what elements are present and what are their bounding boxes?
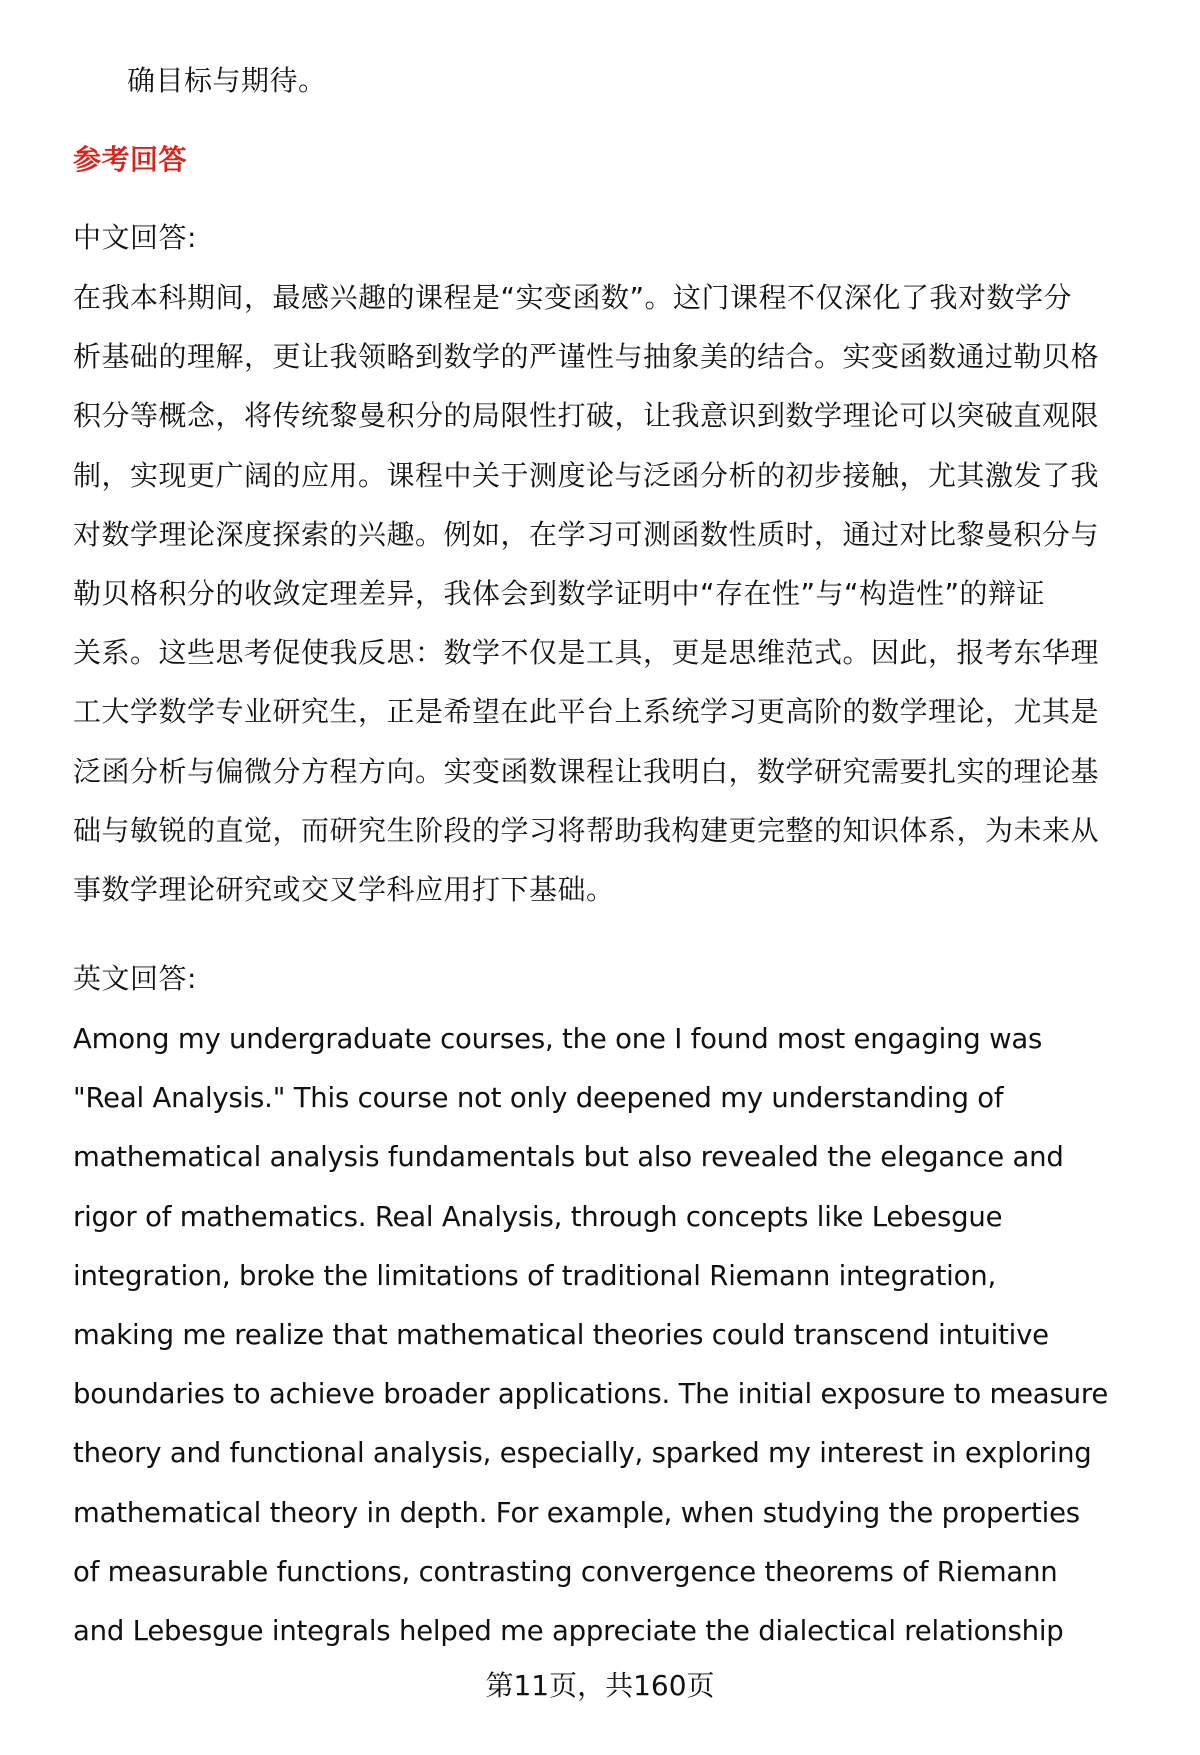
paragraph-line: 础与敏锐的直觉，而研究生阶段的学习将帮助我构建更完整的知识体系，为未来从	[73, 813, 1100, 847]
page-number: 第11页，共160页	[485, 1669, 715, 1702]
paragraph-line: of measurable functions, contrasting convergence theorems of Riemann	[73, 1555, 1058, 1588]
reference-heading: 参考回答	[73, 143, 188, 176]
paragraph-line: 关系。这些思考促使我反思：数学不仅是工具，更是思维范式。因此，报考东华理	[73, 636, 1100, 670]
paragraph-line: making me realize that mathematical theories could transcend intuitive	[73, 1319, 1049, 1351]
paragraph-line: 工大学数学专业研究生，正是希望在此平台上系统学习更高阶的数学理论，尤其是	[73, 695, 1100, 729]
paragraph-line: Among my undergraduate courses, the one I found most engaging was	[73, 1023, 1043, 1055]
paragraph-line: rigor of mathematics. Real Analysis, through concepts like Lebesgue	[73, 1200, 1003, 1233]
paragraph-line: theory and functional analysis, especially, sparked my interest in exploring	[73, 1437, 1092, 1470]
paragraph-line: 积分等概念，将传统黎曼积分的局限性打破，让我意识到数学理论可以突破直观限	[73, 399, 1100, 433]
paragraph-line: 制，实现更广阔的应用。课程中关于测度论与泛函分析的初步接触，尤其激发了我	[73, 458, 1100, 492]
paragraph-line: 勒贝格积分的收敛定理差异，我体会到数学证明中“存在性”与“构造性”的辩证	[73, 577, 1046, 610]
intro-tail: 确目标与期待。	[127, 64, 327, 97]
paragraph-line: integration, broke the limitations of traditional Riemann integration,	[73, 1259, 997, 1292]
paragraph-line: 事数学理论研究或交叉学科应用打下基础。	[73, 873, 615, 906]
paragraph-line: mathematical theory in depth. For example, when studying the properties	[73, 1496, 1080, 1529]
chinese-label: 中文回答:	[73, 221, 197, 254]
paragraph-line: 在我本科期间，最感兴趣的课程是“实变函数”。这门课程不仅深化了我对数学分	[73, 281, 1073, 314]
paragraph-line: 对数学理论深度探索的兴趣。例如，在学习可测函数性质时，通过对比黎曼积分与	[73, 517, 1100, 551]
paragraph-line: mathematical analysis fundamentals but also revealed the elegance and	[73, 1141, 1064, 1174]
paragraph-line: "Real Analysis." This course not only deepened my understanding of	[73, 1082, 1004, 1115]
paragraph-line: boundaries to achieve broader applications. The initial exposure to measure	[73, 1378, 1109, 1411]
paragraph-line: and Lebesgue integrals helped me appreciate the dialectical relationship	[73, 1615, 1064, 1647]
english-label: 英文回答:	[73, 962, 197, 995]
paragraph-line: 泛函分析与偏微分方程方向。实变函数课程让我明白，数学研究需要扎实的理论基	[73, 754, 1100, 788]
paragraph-line: 析基础的理解，更让我领略到数学的严谨性与抽象美的结合。实变函数通过勒贝格	[73, 340, 1100, 374]
